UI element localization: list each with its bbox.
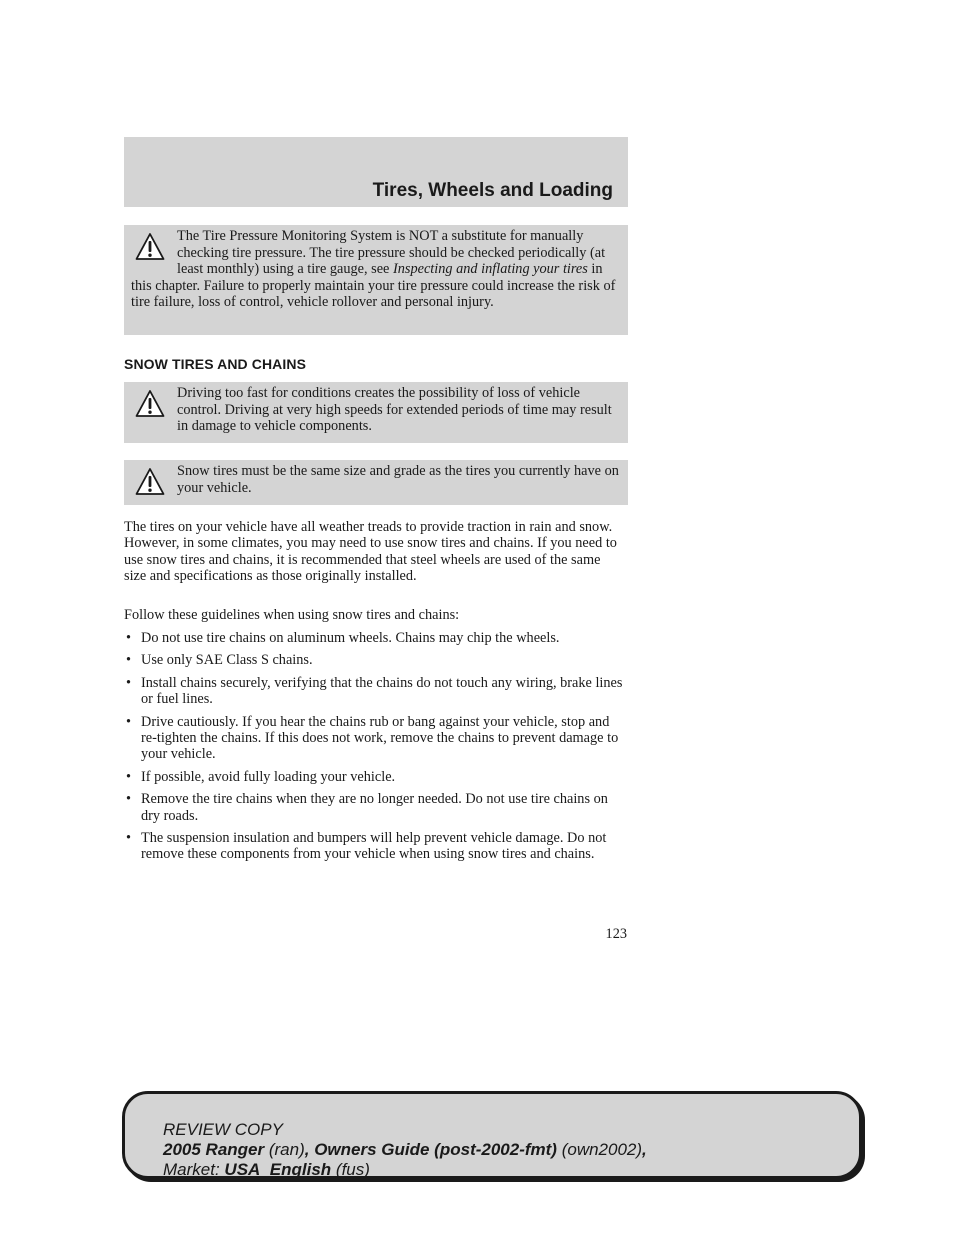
bullet-icon: •	[126, 652, 132, 669]
section-heading: SNOW TIRES AND CHAINS	[124, 356, 307, 372]
bullet-icon: •	[126, 768, 132, 785]
bullet-icon: •	[126, 713, 132, 730]
bullet-icon: •	[126, 791, 132, 808]
market-line: Market: USA_English (fus)	[163, 1160, 370, 1179]
warning-box-snow-tires	[124, 460, 628, 505]
body-paragraph: Follow these guidelines when using snow tires and chains:	[124, 607, 460, 623]
warning-text-speed: Driving too fast for conditions creates the possibility of loss of vehicle control. Driving at very high speeds for extended periods of time may result in damage to vehicle components.	[177, 385, 612, 434]
bullet-icon: •	[126, 630, 132, 646]
cross-reference: Inspecting and inflating your tires	[392, 261, 588, 277]
chapter-header-band	[124, 137, 628, 207]
warning-box-speed	[124, 382, 628, 443]
list-item: • Use only SAE Class S chains.	[126, 652, 313, 669]
bullet-icon: •	[126, 830, 132, 847]
list-item: • If possible, avoid fully loading your vehicle.	[126, 768, 396, 785]
page-number: 123	[605, 926, 627, 942]
warning-box-tpms	[124, 225, 628, 335]
body-paragraph: The tires on your vehicle have all weather treads to provide traction in rain and snow. However, in some climates, you may need to use snow tires and chains. If you need to use snow tires and chains, it is recommended that steel wheels are used of the same size and specifications as those originally installed.	[124, 519, 617, 584]
list-item: • The suspension insulation and bumpers will help prevent vehicle damage. Do not remove these components from your vehicle when using snow tires and chains.	[126, 830, 607, 863]
list-item: • Remove the tire chains when they are no longer needed. Do not use tire chains on dry roads.	[126, 791, 608, 824]
bullet-icon: •	[126, 674, 132, 691]
warning-triangle-icon	[135, 467, 165, 497]
review-copy-label: REVIEW COPY	[163, 1120, 283, 1139]
warning-triangle-icon	[135, 389, 165, 419]
warning-text-tpms: The Tire Pressure Monitoring System is NOT a substitute for manually checking tire pressure. The tire pressure should be checked periodically (at least monthly) using a tire gauge, see Inspecting and inflating your tires in this chapter. Failure to properly maintain your tire pressure could increase the risk of tire failure, loss of control, vehicle rollover and personal injury.	[131, 228, 616, 310]
review-copy-footer	[122, 1091, 862, 1179]
list-item: • Do not use tire chains on aluminum wheels. Chains may chip the wheels.	[126, 630, 560, 646]
chapter-title: Tires, Wheels and Loading	[372, 180, 613, 201]
guidelines-list	[124, 630, 624, 869]
list-item: • Drive cautiously. If you hear the chains rub or bang against your vehicle, stop and re-tighten the chains. If this does not work, remove the chains to prevent damage to your vehicle.	[126, 713, 619, 763]
warning-triangle-icon	[135, 232, 165, 262]
document-info-line: 2005 Ranger (ran), Owners Guide (post-2002-fmt) (own2002),	[163, 1140, 647, 1159]
list-item: • Install chains securely, verifying that the chains do not touch any wiring, brake lines or fuel lines.	[126, 674, 623, 708]
warning-text-snow-tires: Snow tires must be the same size and grade as the tires you currently have on your vehicle.	[177, 463, 619, 496]
